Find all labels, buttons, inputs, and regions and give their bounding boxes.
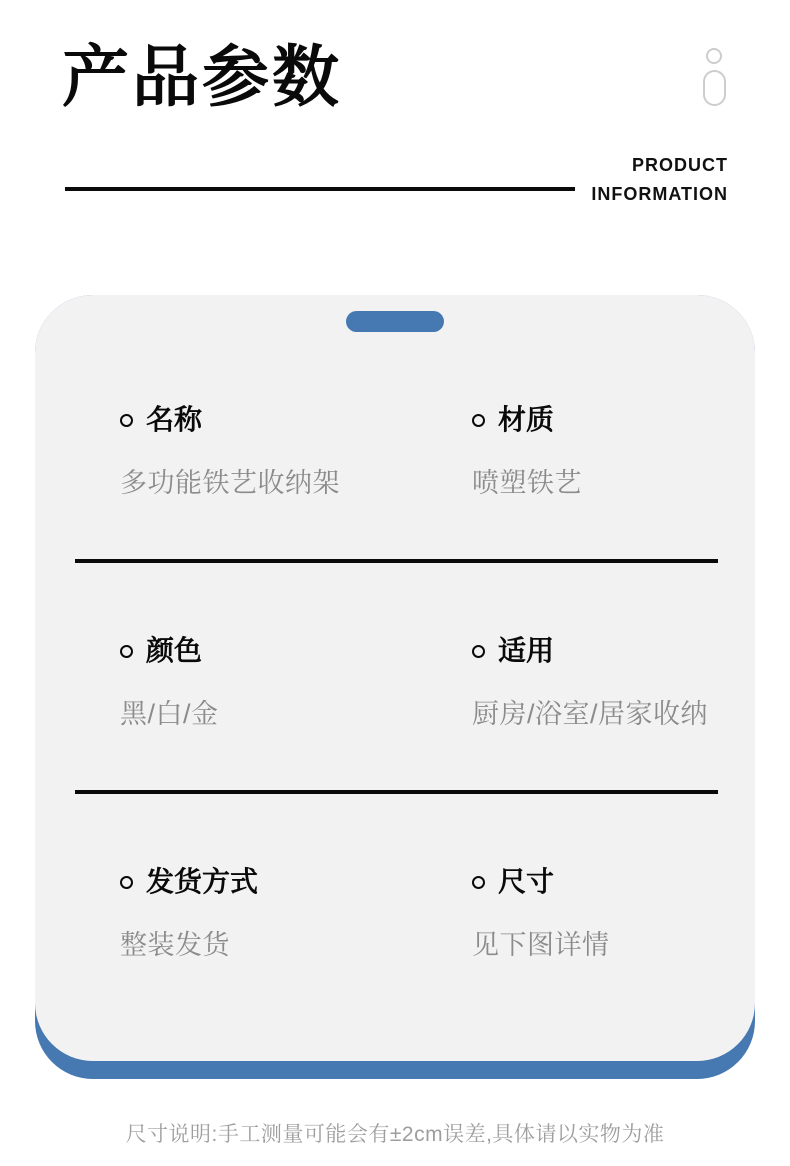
page-title: 产品参数 bbox=[62, 40, 342, 115]
param-label bbox=[472, 864, 725, 900]
param-value: 多功能铁艺收纳架 bbox=[120, 468, 340, 498]
title-underline bbox=[65, 187, 575, 191]
size-note: 尺寸说明:手工测量可能会有±2cm误差,具体请以实物为准 bbox=[125, 1123, 665, 1146]
param-value: 厨房/浴室/居家收纳 bbox=[472, 699, 709, 729]
info-icon-dot bbox=[706, 48, 722, 64]
circle-bullet-icon bbox=[472, 414, 485, 427]
param-label bbox=[120, 633, 472, 669]
param-label bbox=[120, 402, 472, 438]
header bbox=[0, 0, 790, 295]
param-value: 整装发货 bbox=[120, 930, 230, 960]
param-color bbox=[120, 633, 472, 732]
param-label bbox=[472, 402, 725, 438]
product-card bbox=[35, 295, 755, 1061]
circle-bullet-icon bbox=[472, 876, 485, 889]
circle-bullet-icon bbox=[472, 645, 485, 658]
param-label-text: 尺寸 bbox=[498, 866, 555, 897]
circle-bullet-icon bbox=[120, 645, 133, 658]
param-size bbox=[472, 864, 725, 963]
param-value: 黑/白/金 bbox=[120, 699, 219, 729]
info-icon bbox=[702, 48, 726, 108]
subtitle-line-1: PRODUCT bbox=[632, 155, 728, 175]
param-label-text: 发货方式 bbox=[146, 866, 259, 897]
param-row-3 bbox=[35, 794, 755, 1039]
param-usage bbox=[472, 633, 725, 732]
param-row-1 bbox=[35, 332, 755, 559]
param-shipping bbox=[120, 864, 472, 963]
product-card-shadow bbox=[35, 295, 755, 1079]
param-value: 喷塑铁艺 bbox=[472, 468, 582, 498]
circle-bullet-icon bbox=[120, 876, 133, 889]
info-icon-body bbox=[703, 70, 726, 106]
param-value: 见下图详情 bbox=[472, 930, 610, 960]
card-handle-pill-icon bbox=[346, 311, 444, 332]
param-name bbox=[120, 402, 472, 501]
param-label-text: 材质 bbox=[498, 404, 555, 435]
param-row-2 bbox=[35, 563, 755, 790]
param-label-text: 名称 bbox=[146, 404, 203, 435]
param-label-text: 适用 bbox=[498, 635, 555, 666]
param-material bbox=[472, 402, 725, 501]
param-label bbox=[472, 633, 725, 669]
circle-bullet-icon bbox=[120, 414, 133, 427]
param-label bbox=[120, 864, 472, 900]
param-label-text: 颜色 bbox=[146, 635, 203, 666]
subtitle-line-2: INFORMATION bbox=[591, 184, 728, 204]
subtitle-en bbox=[591, 151, 728, 209]
